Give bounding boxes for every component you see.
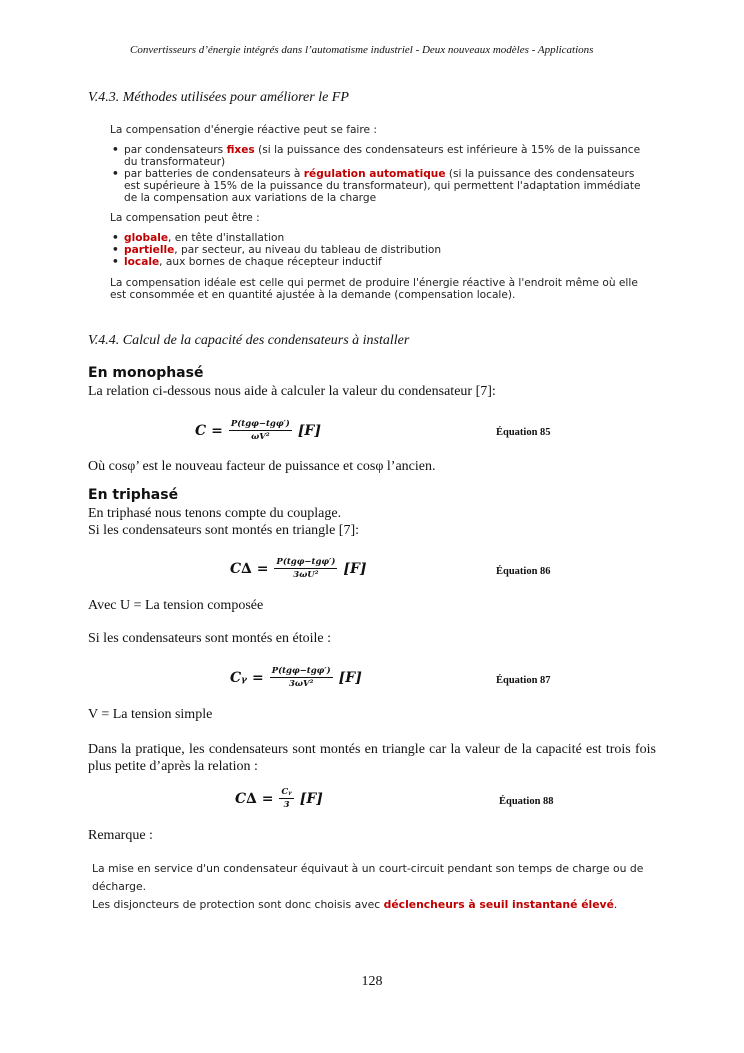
compensation-box <box>110 124 650 301</box>
eq-equals: = <box>256 560 269 577</box>
equation-86-label: Équation 86 <box>496 566 551 577</box>
page-number: 128 <box>361 974 383 989</box>
eq-fraction: $\frac{\text{P(tgφ−tgφ′)}}{\text{3ωV²}}$ <box>271 666 331 689</box>
eq-equals: = <box>251 669 264 686</box>
eq-lhs: C∆ <box>235 790 257 807</box>
list-item: • globale, en tête d'installation <box>110 232 650 244</box>
compensation-intro-2: La compensation peut être : <box>110 212 260 224</box>
tri-avec-text: Avec U = La tension composée <box>88 598 264 613</box>
eq-unit: [F] <box>338 669 362 686</box>
eq-unit: [F] <box>343 560 367 577</box>
eq-unit: [F] <box>297 422 321 439</box>
remarque-line-1: La mise en service d'un condensateur équivaut à un court-circuit pendant son temps de charge ou de décharge. <box>92 862 644 893</box>
heading-monophase: En monophasé <box>88 365 204 381</box>
compensation-methods-list <box>110 144 650 204</box>
tri-line-1: En triphasé nous tenons compte du couplage. <box>88 506 342 521</box>
page-header: Convertisseurs d’énergie intégrés dans l’automatisme industriel - Deux nouveaux modèles - Applications <box>130 44 594 56</box>
equation-86 <box>230 557 367 580</box>
eq-fraction: $\frac{\text{P(tgφ−tgφ′)}}{\text{3ωU²}}$ <box>276 557 336 580</box>
equation-87 <box>230 666 362 689</box>
mono-intro-text: La relation ci-dessous nous aide à calculer la valeur du condensateur [7]: <box>88 384 496 399</box>
tri-pratique-text: Dans la pratique, les condensateurs sont montés en triangle car la valeur de la capacité est trois fois plus petite d’après la relation : <box>88 742 656 774</box>
equation-88-label: Équation 88 <box>499 796 554 807</box>
tri-etoile-text: Si les condensateurs sont montés en étoile : <box>88 631 332 646</box>
remarque-box <box>92 860 692 914</box>
equation-88 <box>235 787 323 810</box>
list-item: • par condensateurs fixes (si la puissance des condensateurs est inférieure à 15% de la puissance du transformateur) <box>110 144 650 168</box>
compensation-types-list <box>110 232 650 268</box>
mono-after-text: Où cosφ’ est le nouveau facteur de puissance et cosφ l’ancien. <box>88 459 436 474</box>
eq-fraction: $\frac{\text{P(tgφ−tgφ′)}}{\text{ωV²}}$ <box>230 419 290 442</box>
remarque-label: Remarque : <box>88 828 153 843</box>
eq-lhs: Cᵧ <box>230 669 247 686</box>
equation-85 <box>195 419 321 442</box>
eq-unit: [F] <box>299 790 323 807</box>
heading-triphase: En triphasé <box>88 487 179 503</box>
tri-line-2: Si les condensateurs sont montés en triangle [7]: <box>88 523 359 538</box>
eq-equals: = <box>261 790 274 807</box>
compensation-intro: La compensation d'énergie réactive peut se faire : <box>110 124 377 136</box>
eq-fraction: $\frac{\text{Cᵧ}}{3}$ <box>281 787 292 810</box>
section-title-methods: V.4.3. Méthodes utilisées pour améliorer le FP <box>88 90 349 105</box>
list-item: • par batteries de condensateurs à régulation automatique (si la puissance des condensateurs est supérieure à 15% de la puissance du transformateur), qui permettent l'adaptation immédiate de la compensation aux variations de la charge <box>110 168 650 204</box>
section-title-capacity: V.4.4. Calcul de la capacité des condensateurs à installer <box>88 333 410 348</box>
tri-v-text: V = La tension simple <box>88 707 213 722</box>
compensation-conclusion: La compensation idéale est celle qui permet de produire l'énergie réactive à l'endroit même où elle est consommée et en quantité ajustée à la demande (compensation locale). <box>110 277 638 301</box>
remarque-line-2: Les disjoncteurs de protection sont donc choisis avec déclencheurs à seuil instantané élevé. <box>92 898 618 911</box>
eq-lhs: C∆ <box>230 560 252 577</box>
equation-87-label: Équation 87 <box>496 675 551 686</box>
list-item: • partielle, par secteur, au niveau du tableau de distribution <box>110 244 650 256</box>
equation-85-label: Équation 85 <box>496 427 551 438</box>
list-item: • locale, aux bornes de chaque récepteur inductif <box>110 256 650 268</box>
eq-lhs: C <box>195 422 207 439</box>
eq-equals: = <box>211 422 223 439</box>
